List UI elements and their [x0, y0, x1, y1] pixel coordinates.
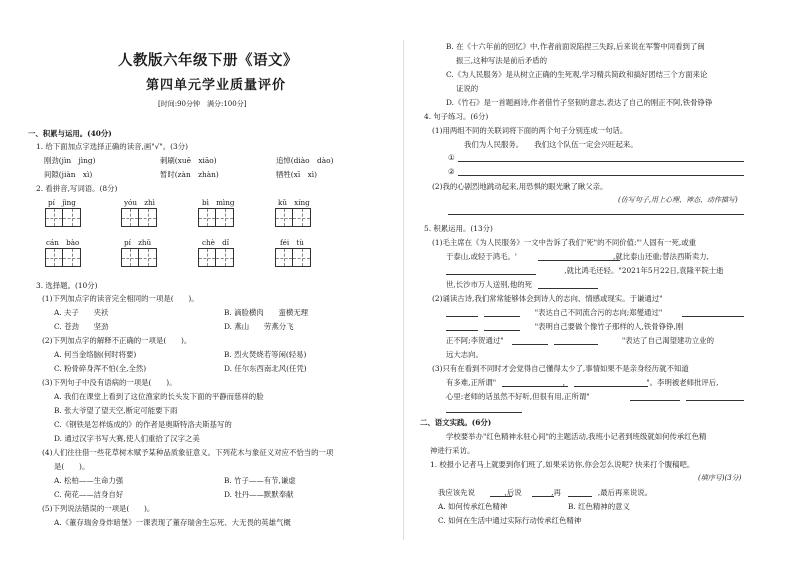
pinyin-label: cán bào — [46, 238, 80, 247]
option-b-cont: 振三,这种写法是前后矛盾的 — [456, 56, 548, 65]
q5-sub2-line2: "表达自己不同流合污的志向;郑燮通过" — [446, 308, 663, 317]
answer-line[interactable] — [554, 344, 598, 345]
answer-line[interactable] — [568, 496, 592, 497]
q4-instruction: (仿写句子,用上心理、神态、动作描写) — [618, 196, 738, 204]
writing-grid[interactable] — [121, 208, 157, 227]
q1-option: 牺牲(xī xì) — [276, 170, 318, 179]
q5-sub3: (3)只有在看到不同时才会觉得自己懂得太少了,事情如果不是亲身经历就不知道 — [432, 364, 689, 373]
option-c: C. 苍劲 坚劲 — [54, 322, 109, 331]
option-b: B. 烈火焚烧若等闲(轻易) — [224, 350, 307, 359]
q1-option: 间隙(jiàn xì) — [44, 170, 93, 179]
practice-q1-note: (填序号)(3分) — [698, 474, 742, 482]
q5-stem: 5. 积累运用。(13分) — [424, 224, 493, 233]
q4-sub1: (1)用两组不同的关联词将下面的两个句子分别连成一句话。 — [432, 126, 628, 135]
q1-option: 刚劲(jìn jìng) — [44, 156, 96, 165]
writing-grid[interactable] — [198, 208, 234, 227]
answer-line[interactable] — [686, 400, 744, 401]
q1-option: 刺刷(xuē xiāo) — [160, 156, 217, 165]
option-c-cont: 证说的 — [456, 84, 479, 93]
answer-line[interactable] — [538, 288, 598, 289]
section-1-heading: 一、积累与运用。(40分) — [28, 129, 112, 138]
writing-grid[interactable] — [198, 248, 234, 267]
q3-sub3: (3)下列句子中没有语病的一项是( )。 — [42, 378, 177, 387]
activity-prompt: 学校要举办"红色精神永驻心间"的主题活动,我班小记者到班级就如何传承红色精 — [446, 432, 707, 441]
option-c: C. 荷花——洁身自好 — [54, 490, 124, 499]
answer-line[interactable] — [448, 214, 744, 215]
q3-sub1: (1)下列加点字的读音完全相同的一项是( )。 — [42, 294, 199, 303]
option-c: C. 如何在生活中通过实际行动传承红色精神 — [438, 516, 582, 525]
q5-sub2-line4: 正不阿;李贺通过" "表达了自己渴望建功立业的 — [446, 336, 714, 345]
answer-line[interactable] — [458, 161, 744, 162]
q3-sub5: (5)下列说法错误的一项是( )。 — [42, 504, 155, 513]
q3-stem: 3. 选择题。(10分) — [36, 281, 98, 290]
option-a: A.《董存瑞舍身炸暗堡》一课表现了董存瑞舍生忘死、大无畏的英雄气概 — [54, 518, 291, 527]
answer-line[interactable] — [484, 316, 520, 317]
option-a: A. 如何传承红色精神 — [438, 502, 508, 511]
exam-meta: [时间:90分钟 满分:100分] — [158, 100, 247, 108]
option-c: C.《为人民服务》是从树立正确的生死观,学习精兵简政和搞好团结三个方面来论 — [446, 70, 708, 79]
answer-line[interactable] — [502, 386, 568, 387]
writing-grid[interactable] — [275, 208, 311, 227]
writing-grid[interactable] — [275, 248, 311, 267]
answer-line[interactable] — [490, 496, 512, 497]
q4-blank-1-marker: ① — [448, 153, 455, 162]
exam-subtitle: 第四单元学业质量评价 — [146, 78, 287, 93]
option-a: A. 夫子 夹袄 — [54, 308, 109, 317]
q5-sub2-line5: 远大志向。 — [446, 350, 483, 359]
q5-sub3-line3: 心里:老师的话虽然不好听,但很有用,正所谓" — [446, 392, 590, 401]
option-b: B. 滴脸横肉 蛮横无理 — [224, 308, 309, 317]
pinyin-label: chè dǐ — [202, 238, 229, 247]
option-d: D. 牡丹——默默奉献 — [224, 490, 294, 499]
option-d: D. 燕山 劳燕分飞 — [224, 322, 294, 331]
pinyin-label: féi tù — [280, 238, 304, 247]
answer-line[interactable] — [446, 274, 536, 275]
q3-sub4-cont: 是( )。 — [54, 462, 90, 471]
q4-stem: 4. 句子练习。(6分) — [424, 112, 489, 121]
q1-option: 暂时(zàn zhàn) — [160, 170, 219, 179]
q3-sub2: (2)下列加点字的解释不正确的一项是( )。 — [42, 336, 192, 345]
q5-sub1-line3: ,就比鸿毛还轻。"2021年5月22日,袁隆平院士逝 — [446, 266, 724, 275]
pinyin-label: bì mìng — [202, 198, 235, 207]
activity-prompt-cont: 神进行采访。 — [430, 446, 475, 455]
pinyin-label: yóu zhì — [124, 198, 155, 207]
writing-grid[interactable] — [45, 248, 81, 267]
left-column — [28, 0, 388, 561]
option-a: A. 我们在课堂上看到了这位渔家的长头发下面的平静而慈祥的脸 — [54, 392, 264, 401]
exam-title: 人教版六年级下册《语文》 — [118, 52, 298, 69]
option-c: C. 粉骨碎身浑不怕(全,全然) — [54, 364, 147, 373]
option-d: D.《竹石》是一首题画诗,作者借竹子坚韧的意志,表达了自己的刚正不阿,铁骨铮铮 — [446, 98, 713, 107]
option-d: D. 通过汉字书写大赛,使人们重拾了汉字之美 — [54, 434, 200, 443]
option-c: C.《钢铁是怎样炼成的》的作者是奥斯特洛夫斯基写的 — [54, 420, 232, 429]
q1-stem: 1. 给下面加点字选择正确的读音,画"√"。(3分) — [36, 142, 188, 151]
answer-line[interactable] — [446, 412, 522, 413]
q5-sub1-line4: 世,长沙市万人送别,他的死 — [446, 280, 532, 289]
option-b: B. 红色精神的意义 — [568, 502, 630, 511]
answer-line[interactable] — [682, 316, 744, 317]
q4-sentences: 我们为人民服务。 我们这个队伍一定会兴旺起来。 — [464, 140, 638, 149]
answer-line[interactable] — [484, 330, 520, 331]
section-2-heading: 二、语文实践。(6分) — [420, 418, 492, 427]
pinyin-label: kǔ xíng — [278, 198, 310, 207]
column-divider — [403, 40, 404, 540]
q2-stem: 2. 看拼音,写词语。(8分) — [36, 184, 118, 193]
right-column — [420, 0, 770, 561]
answer-line[interactable] — [574, 386, 648, 387]
answer-line[interactable] — [446, 316, 478, 317]
answer-line[interactable] — [458, 175, 744, 176]
q1-option: 追悼(diào dào) — [276, 156, 334, 165]
q4-blank-2-marker: ② — [448, 167, 455, 176]
option-a: A. 松柏——生命力强 — [54, 476, 124, 485]
q4-sub2: (2)我的心剧烈地跳动起来,用恐惧的眼光瞅了瞅父亲。 — [432, 182, 608, 191]
q5-sub2-line3: "表明自己要做个像竹子那样的人,铁骨铮铮,刚 — [446, 322, 684, 331]
writing-grid[interactable] — [121, 248, 157, 267]
answer-line[interactable] — [512, 344, 548, 345]
answer-line[interactable] — [532, 496, 554, 497]
q5-sub2: (2)诵读古诗,我们常常能够体会到诗人的志向、情感或现实。于谦通过" — [432, 294, 663, 303]
option-b: B. 张大爷望了望天空,断定可能要下雨 — [54, 406, 178, 415]
option-d: D. 任尔东西南北风(任凭) — [224, 364, 307, 373]
answer-line[interactable] — [446, 330, 478, 331]
pinyin-label: pí zhǔ — [124, 238, 152, 247]
q5-sub1-line2: 于泰山,或轻于鸿毛。' ,就比泰山还重;替法西斯卖力, — [446, 252, 709, 261]
option-b: B. 竹子——有节,谦虚 — [224, 476, 296, 485]
option-a: A. 何当金络脑(何时将要) — [54, 350, 137, 359]
answer-line[interactable] — [538, 260, 620, 261]
pinyin-label: pí jìng — [48, 198, 76, 207]
q5-sub1: (1)毛主席在《为人民服务》一文中告诉了我们"死"的不同价值:"'人固有一死,或重 — [432, 238, 697, 247]
q3-sub4: (4)人们往往借一些花草树木赋予某种品质象征意义。下列花木与象征义对应不恰当的一项 — [42, 448, 334, 457]
q5-sub3-line2: 有多难,正所谓" , "。李明被老师批评后, — [446, 378, 719, 387]
order-fill: 我应该先说 ,后说 ,再 ,最后再来说说。 — [438, 488, 652, 497]
writing-grid[interactable] — [45, 208, 81, 227]
practice-q1: 1. 校报小记者马上就要到你们班了,如果采访你,你会怎么说呢? 快来打个腹稿吧。 — [430, 460, 695, 469]
option-b: B. 在《十六年前的回忆》中,作者前面说陷捏三失踪,后来说在军警中同看到了闽 — [446, 42, 705, 51]
answer-line[interactable] — [630, 400, 680, 401]
